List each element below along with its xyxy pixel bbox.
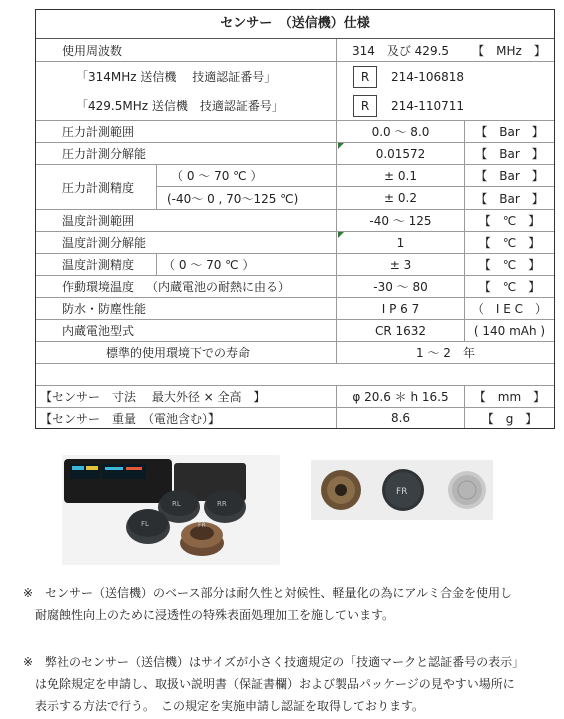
weight-unit: 【 g 】 xyxy=(464,408,554,428)
sensor-set-illustration xyxy=(62,455,280,565)
cert1-label: 「314MHz 送信機 技適認証番号」 xyxy=(76,70,277,84)
waterproof-label: 防水・防塵性能 xyxy=(62,302,147,316)
row-pressure-range xyxy=(36,121,554,143)
note-1-line-2: 耐腐蝕性向上のために浸透性の特殊表面処理加工を施しています。 xyxy=(35,608,395,622)
weight-value: 8.6 xyxy=(336,408,464,428)
row-size xyxy=(36,386,554,408)
temperature-accuracy-sub: （ 0 ～ 70 ℃ ） xyxy=(156,254,336,275)
waterproof-unit: （ I E C ） xyxy=(464,298,554,319)
battery-life-label: 標準的使用環境下での寿命 xyxy=(106,346,251,360)
pressure-accuracy-unit1: 【 Bar 】 xyxy=(464,165,554,187)
temperature-range-unit: 【 ℃ 】 xyxy=(464,210,554,231)
pressure-range-unit: 【 Bar 】 xyxy=(464,121,554,142)
operating-temperature-sub: （内蔵電池の耐熱に由る） xyxy=(146,280,291,294)
battery-unit: ( 140 mAh ) xyxy=(464,320,554,341)
cap-rl-label: RL xyxy=(172,500,181,508)
operating-temperature-unit: 【 ℃ 】 xyxy=(464,276,554,297)
temperature-range-value: -40 ～ 125 xyxy=(336,210,464,231)
pressure-range-label: 圧力計測範囲 xyxy=(62,125,135,139)
size-label: 【センサー 寸法 最大外径 × 全高 】 xyxy=(40,390,266,404)
pressure-accuracy-sub2: (-40～ 0 , 70～125 ℃) xyxy=(156,187,336,209)
row-temperature-accuracy xyxy=(36,254,554,276)
note-1-line-1: ※ センサー（送信機）のベース部分は耐久性と対候性、軽量化の為にアルミ合金を使用し xyxy=(23,586,512,600)
pressure-accuracy-value1: ± 0.1 xyxy=(336,165,464,187)
pressure-accuracy-value2: ± 0.2 xyxy=(336,187,464,209)
radio-mark-icon: R xyxy=(353,95,377,117)
row-battery-life xyxy=(36,342,554,364)
frequency-unit: 【 MHz 】 xyxy=(472,43,546,58)
cert2-label: 「429.5MHz 送信機 技適認証番号」 xyxy=(76,99,284,113)
battery-value: CR 1632 xyxy=(336,320,464,341)
battery-life-value: 1 ～ 2 年 xyxy=(336,342,554,363)
temperature-resolution-unit: 【 ℃ 】 xyxy=(464,232,554,253)
battery-label: 内蔵電池型式 xyxy=(62,324,135,338)
row-weight xyxy=(36,408,554,428)
sensor-size-comparison-photo xyxy=(311,460,493,520)
temperature-resolution-value: 1 xyxy=(336,232,464,253)
cap-rr-label: RR xyxy=(217,500,227,508)
cert2-number: 214-110711 xyxy=(391,98,465,113)
temperature-accuracy-unit: 【 ℃ 】 xyxy=(464,254,554,275)
size-unit: 【 mm 】 xyxy=(464,386,554,407)
pressure-resolution-unit: 【 Bar 】 xyxy=(464,143,554,164)
cap-fl-label: FL xyxy=(141,520,149,528)
pressure-accuracy-unit2: 【 Bar 】 xyxy=(464,187,554,209)
row-temperature-resolution xyxy=(36,232,554,254)
pressure-resolution-value: 0.01572 xyxy=(336,143,464,164)
temperature-accuracy-label: 温度計測精度 xyxy=(62,258,135,272)
radio-mark-icon: R xyxy=(353,66,377,88)
spec-title: センサー （送信機）仕様 xyxy=(36,10,554,39)
comment-marker-icon xyxy=(338,143,344,149)
sensor-size-illustration xyxy=(311,460,493,520)
cert1-number-cell xyxy=(336,62,554,91)
row-spacer xyxy=(36,364,554,386)
pressure-range-value: 0.0 ～ 8.0 xyxy=(336,121,464,142)
weight-label: 【センサー 重量 （電池含む）】 xyxy=(40,411,221,426)
comment-marker-icon xyxy=(338,232,344,238)
operating-temperature-label: 作動環境温度 xyxy=(62,280,135,294)
temperature-accuracy-value: ± 3 xyxy=(336,254,464,275)
pressure-resolution-label: 圧力計測分解能 xyxy=(62,147,147,161)
frequency-value: 314 及び 429.5 xyxy=(336,39,464,61)
cap-fr-label: FR xyxy=(396,487,408,497)
waterproof-value: I P 6 7 xyxy=(336,298,464,319)
operating-temperature-value: -30 ～ 80 xyxy=(336,276,464,297)
row-frequency xyxy=(36,39,554,62)
row-waterproof xyxy=(36,298,554,320)
row-temperature-range xyxy=(36,210,554,232)
sensor-set-photo xyxy=(62,455,280,565)
note-2-line-3: 表示する方法で行う。 この規定を実施申請し認証を取得しております。 xyxy=(35,699,425,713)
cert2-number-cell xyxy=(336,91,554,120)
row-certification xyxy=(36,62,554,121)
row-operating-temperature xyxy=(36,276,554,298)
temperature-resolution-label: 温度計測分解能 xyxy=(62,236,147,250)
note-2-line-2: は免除規定を申請し、取扱い説明書（保証書欄）および製品パッケージの見やすい場所に xyxy=(35,677,515,691)
temperature-range-label: 温度計測範囲 xyxy=(62,214,135,228)
frequency-label: 使用周波数 xyxy=(62,43,123,58)
row-pressure-resolution xyxy=(36,143,554,165)
cert1-number: 214-106818 xyxy=(391,69,465,84)
size-value: φ 20.6 ＊ h 16.5 xyxy=(336,386,464,407)
pressure-accuracy-label: 圧力計測精度 xyxy=(62,180,135,195)
pressure-accuracy-sub1: （ 0 ～ 70 ℃ ） xyxy=(156,165,336,187)
spec-table xyxy=(35,9,555,429)
row-pressure-accuracy xyxy=(36,165,554,210)
note-2-line-1: ※ 弊社のセンサー（送信機）はサイズが小さく技適規定の「技適マークと認証番号の表示」 xyxy=(23,655,525,669)
row-battery xyxy=(36,320,554,342)
cap-fr-label: FR xyxy=(198,522,206,529)
